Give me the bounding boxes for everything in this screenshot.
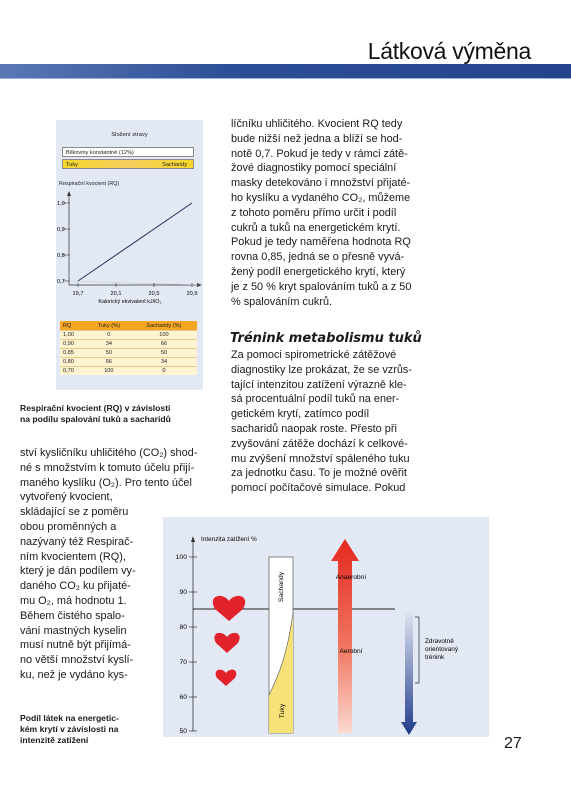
fats-label: Tuky — [279, 703, 286, 719]
header-band — [0, 64, 571, 78]
fig2-caption — [20, 713, 160, 746]
table-cell: 100 — [87, 367, 131, 376]
table-cell: 100 — [131, 331, 197, 340]
text-line: mu zvýšení množství spáleného tuku — [231, 452, 410, 465]
right-text-block-2 — [231, 348, 561, 496]
text-line: sá procentuální podíl tuků na ener- — [231, 393, 400, 406]
table-row — [60, 340, 197, 349]
rq-x-title: Kalorický ekvivalent kJ/lO₂ — [98, 299, 162, 305]
text-line: daného CO₂ ku přijaté- — [20, 580, 131, 593]
text-line: masky detekováno i množství přijaté- — [231, 177, 411, 190]
y-tick-label: 80 — [179, 624, 187, 631]
rq-ytick: 0,9 — [57, 227, 65, 233]
rq-xtick: 19,7 — [72, 291, 84, 297]
right-text-block-1 — [231, 117, 561, 309]
text-line: z tohoto poměru přímo určit i podíl — [231, 206, 397, 219]
text-line: sacharidů naopak roste. Přesto při — [231, 422, 397, 435]
fig1-caption — [20, 403, 230, 425]
text-line: musí nutně být přijímá- — [20, 639, 131, 652]
text-line: mu O₂, má hodnotu 1. — [20, 594, 127, 607]
rq-ytick: 0,8 — [57, 253, 65, 259]
table-cell: 0,80 — [60, 358, 87, 367]
text-line: tající intenzitou zatížení výrazně kle- — [231, 378, 407, 391]
rq-ytick: 1,0 — [57, 201, 65, 207]
table-cell: 50 — [87, 349, 131, 358]
rq-table — [60, 321, 197, 375]
aerobic-label: Aerobní — [339, 648, 363, 655]
caption-line: Podíl látek na energetic- — [20, 713, 119, 723]
text-line: bude nižší než jedna a blíží se hod- — [231, 132, 403, 145]
text-line: žený podíl energetického krytí, který — [231, 265, 406, 278]
y-tick-label: 100 — [175, 554, 187, 561]
text-line: getickém krytí, zatímco podíl — [231, 408, 369, 421]
table-cell: 0,70 — [60, 367, 87, 376]
text-line: Během čistého spalo- — [20, 609, 125, 622]
table-cell: 0 — [87, 331, 131, 340]
table-row — [60, 349, 197, 358]
y-axis-title: Intenzita zatížení % — [201, 536, 257, 543]
page-header-title: Látková výměna — [367, 38, 531, 64]
text-line: zvyšování zátěže dochází k celkové- — [231, 437, 408, 450]
page-number: 27 — [504, 735, 522, 752]
table-header-row — [60, 321, 197, 331]
rq-line-chart — [56, 188, 203, 318]
training-note-line: Zdravotně — [425, 638, 454, 645]
table-cell: 0 — [131, 367, 197, 376]
text-line: Za pomoci spirometrické zátěžové — [231, 349, 397, 361]
text-line: ním kvocientem (RQ), — [20, 550, 126, 563]
text-line: skládající se z poměru — [20, 506, 129, 519]
training-note-line: trénink — [425, 654, 445, 661]
text-line: né s množstvím k tomuto účelu přijí- — [20, 461, 195, 474]
text-line: je z 50 % kryt spalováním tuků a z 50 — [231, 280, 412, 293]
text-line: obou proměnných a — [20, 520, 117, 533]
caption-line: Respirační kvocient (RQ) v závislosti — [20, 403, 171, 413]
fat-bar-label: Tuky — [66, 162, 78, 168]
text-line: ku, než je vydáno kys- — [20, 668, 128, 681]
y-tick-label: 90 — [179, 589, 187, 596]
text-line: za jednotku času. To je možné ověřit — [231, 467, 407, 480]
text-line: diagnostiky lze prokázat, že se vzrůs- — [231, 363, 412, 376]
carb-bar-label: Sacharidy — [162, 162, 187, 168]
text-line: pomocí počítačové simulace. Pokud — [231, 482, 406, 495]
table-row — [60, 331, 197, 340]
text-line: notě 0,7. Pokud je tedy v rámci zátě- — [231, 147, 408, 160]
text-line: líčníku uhličitého. Kvocient RQ tedy — [231, 118, 403, 130]
text-line: rovna 0,85, jedná se o přesně vyvá- — [231, 251, 405, 264]
table-header: RQ — [60, 321, 87, 331]
text-line: vytvořený kvocient, — [20, 491, 113, 504]
table-cell: 34 — [87, 340, 131, 349]
text-line: nazývaný též Respirač- — [20, 535, 134, 548]
y-tick-label: 70 — [179, 659, 187, 666]
carbs-label: Sacharidy — [278, 571, 285, 603]
text-line: ství kysličníku uhličitého (CO₂) shod- — [20, 447, 198, 459]
fig1-title: Složení stravy — [111, 132, 148, 138]
y-tick-label: 60 — [179, 694, 187, 701]
text-line: ho kyslíku a vydaného CO₂, můžeme — [231, 191, 411, 204]
fat-carb-bar — [62, 159, 194, 169]
anaerobic-label: Anaerobní — [335, 574, 367, 581]
rq-figure — [56, 120, 203, 390]
caption-line: kém krytí v závislosti na — [20, 724, 119, 734]
rq-ytick: 0,7 — [57, 279, 65, 285]
table-row — [60, 367, 197, 376]
rq-axis-title: Respirační kvocient (RQ) — [59, 181, 120, 187]
table-cell: 0,85 — [60, 349, 87, 358]
text-line: který je dán podílem vy- — [20, 565, 136, 578]
header-rule — [0, 78, 571, 79]
text-line: maného kyslíku (O₂). Pro tento účel — [20, 476, 192, 489]
text-line: cukrů a tuků na energetickém krytí. — [231, 221, 401, 234]
y-tick-label: 50 — [179, 728, 187, 735]
caption-line: intenzitě zatížení — [20, 735, 89, 745]
section-heading: Trénink metabolismu tuků — [230, 331, 422, 346]
text-line: Pokud je tedy naměřena hodnota RQ — [231, 236, 411, 249]
text-line: % spalováním cukrů. — [231, 295, 333, 308]
rq-xtick: 20,5 — [148, 291, 160, 297]
text-line: žové diagnostiky pomocí speciální — [231, 162, 397, 175]
training-note-line: orientovaný — [425, 646, 459, 653]
rq-xtick: 20,9 — [186, 291, 198, 297]
fig2-background — [163, 517, 489, 737]
table-cell: 50 — [131, 349, 197, 358]
caption-line: na podílu spalování tuků a sacharidů — [20, 414, 171, 424]
intensity-figure — [163, 517, 489, 737]
rq-xtick: 20,1 — [110, 291, 122, 297]
table-header: Tuky (%) — [87, 321, 131, 331]
text-line: vání mastných kyselin — [20, 624, 127, 637]
table-cell: 66 — [87, 358, 131, 367]
table-header: Sacharidy (%) — [131, 321, 197, 331]
table-cell: 1,00 — [60, 331, 87, 340]
protein-bar: Bílkoviny konstantně (12%) — [62, 147, 194, 157]
text-line: no větší množství kyslí- — [20, 654, 134, 667]
table-cell: 0,90 — [60, 340, 87, 349]
table-cell: 34 — [131, 358, 197, 367]
table-cell: 66 — [131, 340, 197, 349]
table-row — [60, 358, 197, 367]
